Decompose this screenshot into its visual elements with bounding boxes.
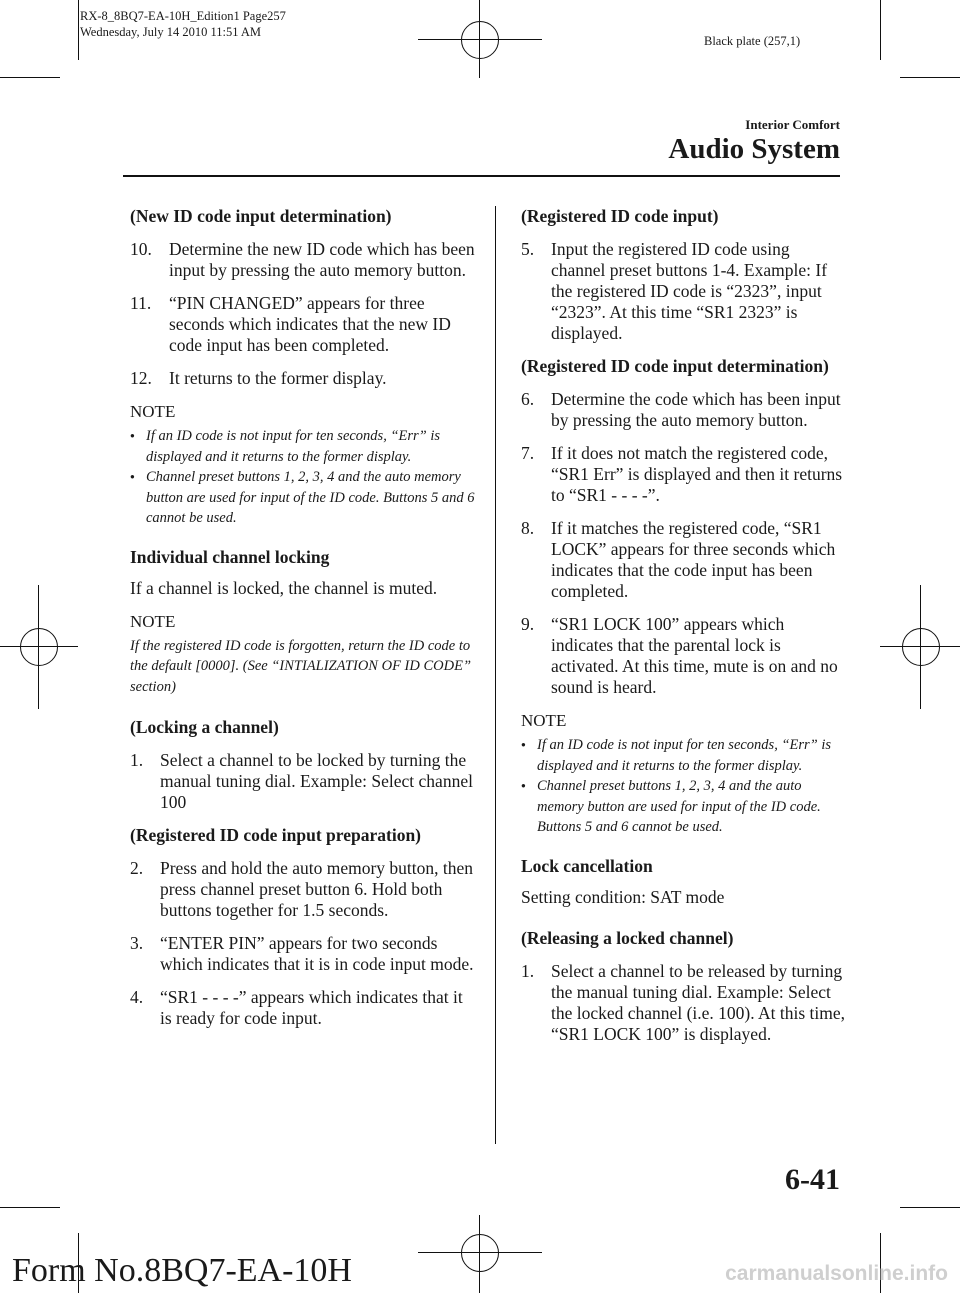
list-item: 5. Input the registered ID code using channel preset buttons 1-4. Example: If the registered ID code is “2323”, input “2323”. At this time “SR1 2323” is displayed.: [521, 239, 828, 343]
right-column: [521, 206, 846, 1057]
list-item: 1. Select a channel to be released by turning the manual tuning dial. Example: Select the locked channel (i.e. 100). At this time, “SR1 LOCK 100” is displayed.: [521, 960, 846, 1044]
header-rule: [123, 175, 840, 177]
note-item: ● Channel preset buttons 1, 2, 3, 4 and the auto memory button are used for input of the ID code. Buttons 5 and 6 cannot be used.: [130, 467, 475, 529]
print-job-timestamp: Wednesday, July 14 2010 11:51 AM: [80, 25, 262, 39]
print-job-info: [80, 8, 286, 40]
list-item: 9. “SR1 LOCK 100” appears which indicates that the parental lock is activated. At this time, mute is on and no sound is heard.: [521, 614, 838, 697]
note-list: [521, 735, 846, 838]
watermark: carmanualsonline.info: [725, 1262, 948, 1285]
list-item: 10. Determine the new ID code which has been input by pressing the auto memory button.: [130, 239, 475, 280]
note-list: [130, 426, 475, 529]
setting-condition: Setting condition: SAT mode: [521, 886, 725, 907]
list-item: 6. Determine the code which has been input by pressing the auto memory button.: [521, 389, 841, 430]
left-column: [130, 206, 475, 1041]
subheading-id-input-preparation: (Registered ID code input preparation): [130, 825, 422, 845]
list-item: 11. “PIN CHANGED” appears for three seconds which indicates that the new ID code input has been completed.: [130, 293, 451, 355]
page-number: 6-41: [785, 1163, 840, 1196]
note-item: ● If an ID code is not input for ten seconds, “Err” is displayed and it returns to the former display.: [130, 426, 475, 467]
note-label: NOTE: [130, 611, 176, 631]
paragraph-individual-locking: If a channel is locked, the channel is muted.: [130, 577, 438, 598]
note-label: NOTE: [521, 711, 567, 730]
list-item: 1. Select a channel to be locked by turning the manual tuning dial. Example: Select channel 100: [130, 750, 473, 812]
print-job-filename: RX-8_8BQ7-EA-10H_Edition1 Page257: [80, 9, 286, 23]
subheading-registered-id-determination: (Registered ID code input determination): [521, 356, 829, 376]
section-title: Audio System: [668, 133, 840, 165]
plate-label: Black plate (257,1): [704, 34, 801, 48]
column-divider: [495, 206, 496, 1144]
note-text: If the registered ID code is forgotten, return the ID code to the default [0000]. (See “INTIALIZATION OF ID CODE” section): [130, 637, 472, 695]
form-number: Form No.8BQ7-EA-10H: [12, 1252, 352, 1289]
note-item: ● Channel preset buttons 1, 2, 3, 4 and the auto memory button are used for input of the ID code. Buttons 5 and 6 cannot be used.: [521, 776, 846, 838]
subheading-releasing-channel: (Releasing a locked channel): [521, 927, 734, 948]
note-item: ● If an ID code is not input for ten seconds, “Err” is displayed and it returns to the former display.: [521, 735, 846, 776]
list-item: 4. “SR1 - - - -” appears which indicates that it is ready for code input.: [130, 987, 463, 1028]
list-item: 2. Press and hold the auto memory button, then press channel preset button 6. Hold both buttons together for 1.5 seconds.: [130, 858, 474, 920]
heading-lock-cancellation: Lock cancellation: [521, 855, 653, 876]
list-item: 8. If it matches the registered code, “SR1 LOCK” appears for three seconds which indicates that the code input has been completed.: [521, 518, 836, 601]
list-item: 12. It returns to the former display.: [130, 368, 387, 388]
list-item: 7. If it does not match the registered code, “SR1 Err” is displayed and then it returns to “SR1 - - - -”.: [521, 443, 843, 505]
heading-individual-channel-locking: Individual channel locking: [130, 546, 330, 567]
subheading-new-id-determination: (New ID code input determination): [130, 206, 392, 226]
subheading-registered-id-input: (Registered ID code input): [521, 206, 719, 226]
subheading-locking-channel: (Locking a channel): [130, 717, 279, 737]
note-label: NOTE: [130, 402, 176, 421]
list-item: 3. “ENTER PIN” appears for two seconds which indicates that it is in code input mode.: [130, 933, 474, 974]
section-category: Interior Comfort: [745, 117, 840, 132]
